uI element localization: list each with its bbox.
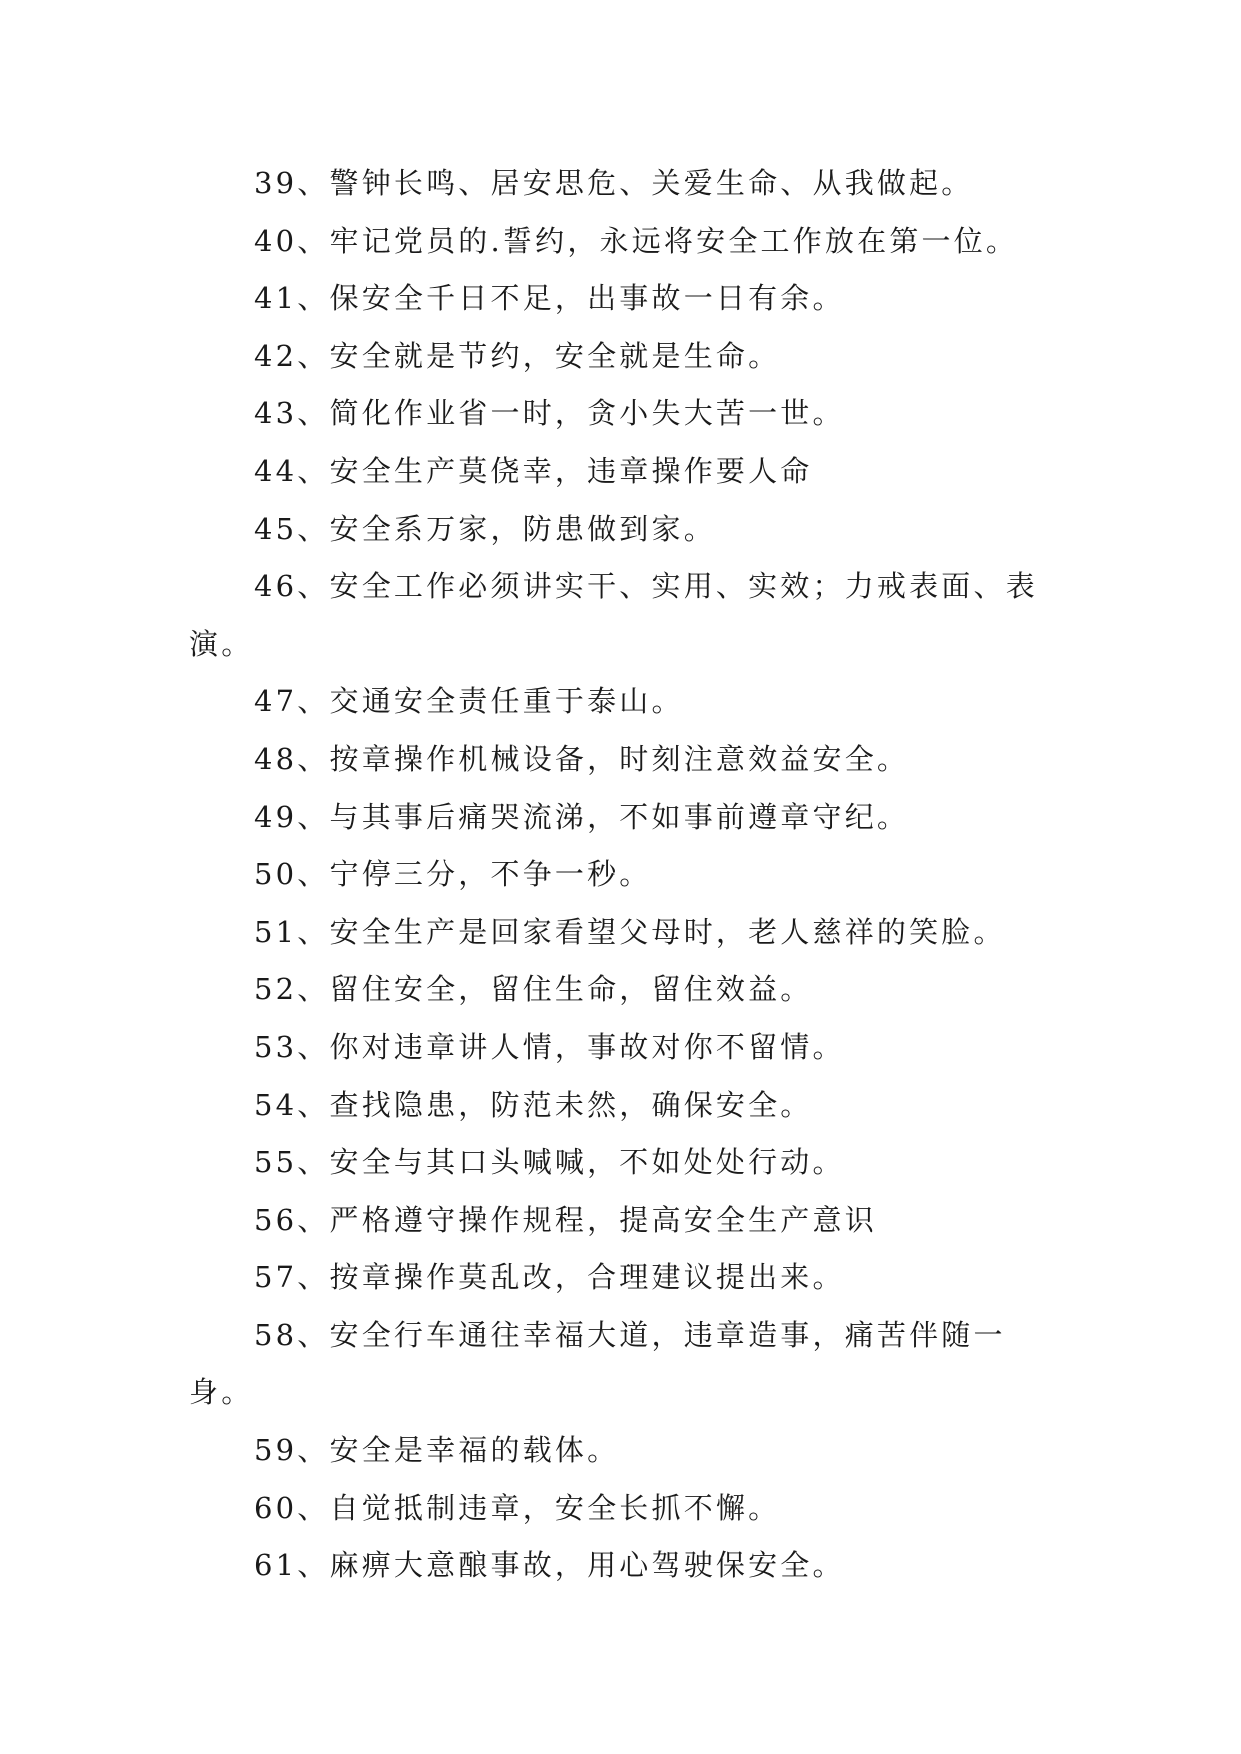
slogan-39: 39、警钟长鸣、居安思危、关爱生命、从我做起。 [254, 166, 974, 200]
slogan-57: 57、按章操作莫乱改，合理建议提出来。 [254, 1260, 845, 1295]
slogan-61: 61、麻痹大意酿事故，用心驾驶保安全。 [254, 1548, 845, 1583]
slogan-51: 51、安全生产是回家看望父母时，老人慈祥的笑脸。 [254, 914, 1006, 949]
slogan-54: 54、查找隐患，防范未然，确保安全。 [254, 1087, 813, 1122]
slogan-43: 43、简化作业省一时，贪小失大苦一世。 [254, 396, 845, 431]
slogan-48: 48、按章操作机械设备，时刻注意效益安全。 [254, 741, 910, 776]
slogan-50: 50、宁停三分，不争一秒。 [254, 857, 652, 892]
slogan-46: 46、安全工作必须讲实干、实用、实效；力戒表面、表演。 [189, 569, 1038, 661]
slogan-42: 42、安全就是节约，安全就是生命。 [254, 338, 781, 373]
slogan-58: 58、安全行车通往幸福大道，违章造事，痛苦伴随一身。 [189, 1317, 1006, 1410]
slogan-55: 55、安全与其口头喊喊，不如处处行动。 [254, 1145, 845, 1180]
slogan-47: 47、交通安全责任重于泰山。 [254, 684, 684, 719]
slogan-44: 44、安全生产莫侥幸，违章操作要人命 [254, 453, 813, 488]
slogan-56: 56、严格遵守操作规程，提高安全生产意识 [254, 1202, 877, 1237]
slogan-45: 45、安全系万家，防患做到家。 [254, 511, 716, 546]
document-body [189, 155, 1049, 1595]
slogan-40: 40、牢记党员的.誓约，永远将安全工作放在第一位。 [254, 223, 1019, 258]
slogan-49: 49、与其事后痛哭流涕，不如事前遵章守纪。 [254, 799, 910, 834]
slogan-53: 53、你对违章讲人情，事故对你不留情。 [254, 1029, 845, 1064]
slogan-60: 60、自觉抵制违章，安全长抓不懈。 [254, 1490, 781, 1525]
slogan-52: 52、留住安全，留住生命，留住效益。 [254, 972, 813, 1007]
slogan-59: 59、安全是幸福的载体。 [254, 1433, 620, 1468]
slogan-41: 41、保安全千日不足，出事故一日有余。 [254, 281, 845, 316]
